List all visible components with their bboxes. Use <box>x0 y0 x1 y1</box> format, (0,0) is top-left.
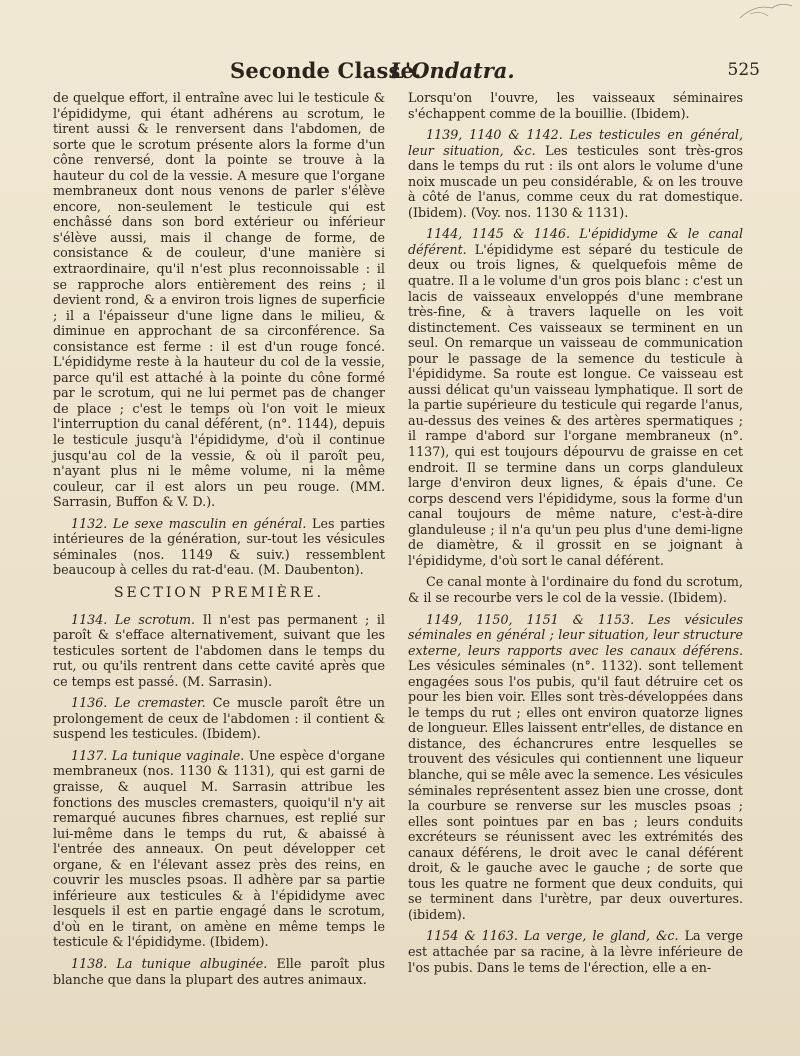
paragraph <box>53 956 385 987</box>
paragraph-text: Les vésicules séminales (n°. 1132). sont tellement engagées sous l'os pubis, qu'il faut détruire cet os pour les bien voir. Elles sont très-développées dans le temps du rut ; elles ont environ quatorze lignes de longueur. Elles laissent entr'elles, de distance en distance, des échancrures entre lesquelles se trouvent des vésicules qui contiennent une liqueur blanche, qui se mêle avec la semence. Les vésicules séminales représentent assez bien une crosse, dont la courbure se renverse sur les muscles psoas ; elles sont pointues par en bas ; leurs conduits excréteurs se réunissent avec les extrémités des canaux déférens, le droit avec le canal déférent droit, & le gauche avec le gauche ; de sorte que tous les quatre ne forment que deux conduits, qui se terminent dans l'urètre, par deux ouvertures. (ibidem). <box>408 658 743 922</box>
paragraph-heading: 1154 & 1163. La verge, le gland, &c. <box>426 928 679 944</box>
header-class-title: Seconde Classe. <box>230 58 422 83</box>
paragraph <box>53 516 385 578</box>
paragraph-heading: 1144, 1145 & 1146. L'épididyme & le canal déférent. <box>408 226 743 257</box>
paragraph-heading: 1132. Le sexe masculin en général. <box>71 515 307 531</box>
header-animal-title: L'Ondatra. <box>390 58 515 83</box>
page-number: 525 <box>727 60 760 80</box>
paragraph-text: La verge est attachée par sa racine, à la lèvre inférieure de l'os pubis. Dans le tems de l'érection, elle a en- <box>408 928 743 975</box>
paragraph-heading: 1138. La tunique albuginée. <box>71 955 268 971</box>
paragraph-text: Ce muscle paroît être un prolongement de ceux de l'abdomen : il contient & suspend les testicules. (Ibidem). <box>53 695 385 742</box>
paragraph: de quelque effort, il entraîne avec lui le testicule & l'épididyme, qui étant adhérens au scrotum, le tirent aussi & le renversent dans l'abdomen, de sorte que le scrotum présente alors la forme d'un cône renversé, dont la pointe se trouve à la hauteur du col de la vessie. A mesure que l'organe membraneux dont nous venons de parler s'élève encore, non-seulement le testicule qui est enchâssé dans son bord extérieur ou inférieur s'élève aussi, mais il change de forme, de consistance & de couleur, d'une manière si extraordinaire, qu'il n'est plus reconnoissable : il se rapproche alors entièrement des reins ; il devient rond, & a environ trois lignes de superficie ; il a l'épaisseur d'une ligne dans le milieu, & diminue en approchant de sa circonférence. Sa consistance est ferme : il est d'un rouge foncé. L'épididyme reste à la hauteur du col de la vessie, parce qu'il est attaché à la pointe du cône formé par le scrotum, qui ne lui permet pas de changer de place ; c'est le temps où l'on voit le mieux l'interruption du canal déférent, (n°. 1144), depuis le testicule jusqu'à l'épididyme, d'où il continue jusqu'au col de la vessie, & où il paroît peu, n'ayant plus ni le même volume, ni la même couleur, car il est alors un peu rouge. (MM. Sarrasin, Buffon & V. D.). <box>53 90 385 510</box>
paragraph-text: Les testicules sont très-gros dans le temps du rut : ils ont alors le volume d'une noix muscade un peu considérable, & on les trouve à côté de l'anus, comme ceux du rat domestique. (Ibidem). (Voy. nos. 1130 & 1131). <box>408 142 743 220</box>
paragraph <box>53 695 385 742</box>
paragraph: Ce canal monte à l'ordinaire du fond du scrotum, & il se recourbe vers le col de la vessie. (Ibidem). <box>408 574 743 605</box>
paragraph-text: L'épididyme est séparé du testicule de deux ou trois lignes, & quelquefois même de quatre. Il a le volume d'un gros pois blanc : c'est un lacis de vaisseaux enveloppés d'une membrane très-fine, & à travers laquelle on les voit distinctement. Ces vaisseaux se terminent en un seul. On remarque un vaisseau de communication pour le passage de la semence du testicule à l'épididyme. Sa route est longue. Ce vaisseau est aussi délicat qu'un vaisseau lymphatique. Il sort de la partie supérieure du testicule qui regarde l'anus, au-dessus des veines & des artères spermatiques ; il rampe d'abord sur l'organe membraneux (n°. 1137), qui est toujours dépourvu de graisse en cet endroit. Il se termine dans un corps glanduleux large d'environ deux lignes, & épais d'une. Ce corps descend vers l'épididyme, sous la forme d'un canal toujours de même nature, c'est-à-dire glanduleuse ; il n'a qu'un peu plus d'une demi-ligne de diamètre, & il grossit en se joignant à l'épididyme, d'où sort le canal déférent. <box>408 241 743 568</box>
paragraph <box>53 612 385 690</box>
paragraph-text: Il n'est pas permanent ; il paroît & s'efface alternativement, suivant que les testicules sortent de l'abdomen dans le temps du rut, ou qu'ils rentrent dans cette cavité après que ce temps est passé. (M. Sarrasin). <box>53 611 385 689</box>
paragraph-text: Elle paroît plus blanche que dans la plupart des autres animaux. <box>53 955 385 987</box>
paragraph-heading: 1136. Le cremaster. <box>71 695 206 711</box>
paragraph <box>408 928 743 975</box>
section-heading: SECTION PREMIÈRE. <box>113 584 325 601</box>
right-column <box>408 90 743 981</box>
paragraph <box>408 127 743 220</box>
paragraph-heading: 1149, 1150, 1151 & 1153. Les vésicules séminales en général ; leur situation, leur structure externe, leurs rapports avec les canaux déférens. <box>408 611 743 658</box>
running-header <box>60 58 760 88</box>
paragraph-heading: 1137. La tunique vaginale. <box>71 747 245 763</box>
page-corner-sketch-icon <box>680 0 800 30</box>
paragraph: Lorsqu'on l'ouvre, les vaisseaux séminaires s'échappent comme de la bouillie. (Ibidem). <box>408 90 743 121</box>
paragraph <box>53 748 385 950</box>
paragraph <box>408 226 743 568</box>
paragraph-heading: 1139, 1140 & 1142. Les testicules en général, leur situation, &c. <box>408 127 743 158</box>
paragraph-text: Les parties intérieures de la génération, sur-tout les vésicules séminales (nos. 1149 & suiv.) ressemblent beaucoup à celles du rat-d'eau. (M. Daubenton). <box>53 515 386 578</box>
paragraph-text: Une espèce d'organe membraneux (nos. 1130 & 1131), qui est garni de graisse, & auquel M. Sarrasin attribue les fonctions des muscles cremasters, quoiqu'il n'y ait remarqué aucunes fibres charnues, est replié sur lui-même dans le temps du rut, & abaissé à l'entrée des anneaux. On peut développer cet organe, & en l'élevant assez près des reins, en couvrir les muscles psoas. Il adhère par sa partie inférieure aux testicules & à l'épididyme avec lesquels il est en partie engagé dans le scrotum, d'où en le tirant, on amène en même temps le testicule & l'épididyme. (Ibidem). <box>53 747 385 950</box>
paragraph-heading: 1134. Le scrotum. <box>71 611 196 627</box>
left-column <box>53 90 385 993</box>
paragraph <box>408 612 743 923</box>
